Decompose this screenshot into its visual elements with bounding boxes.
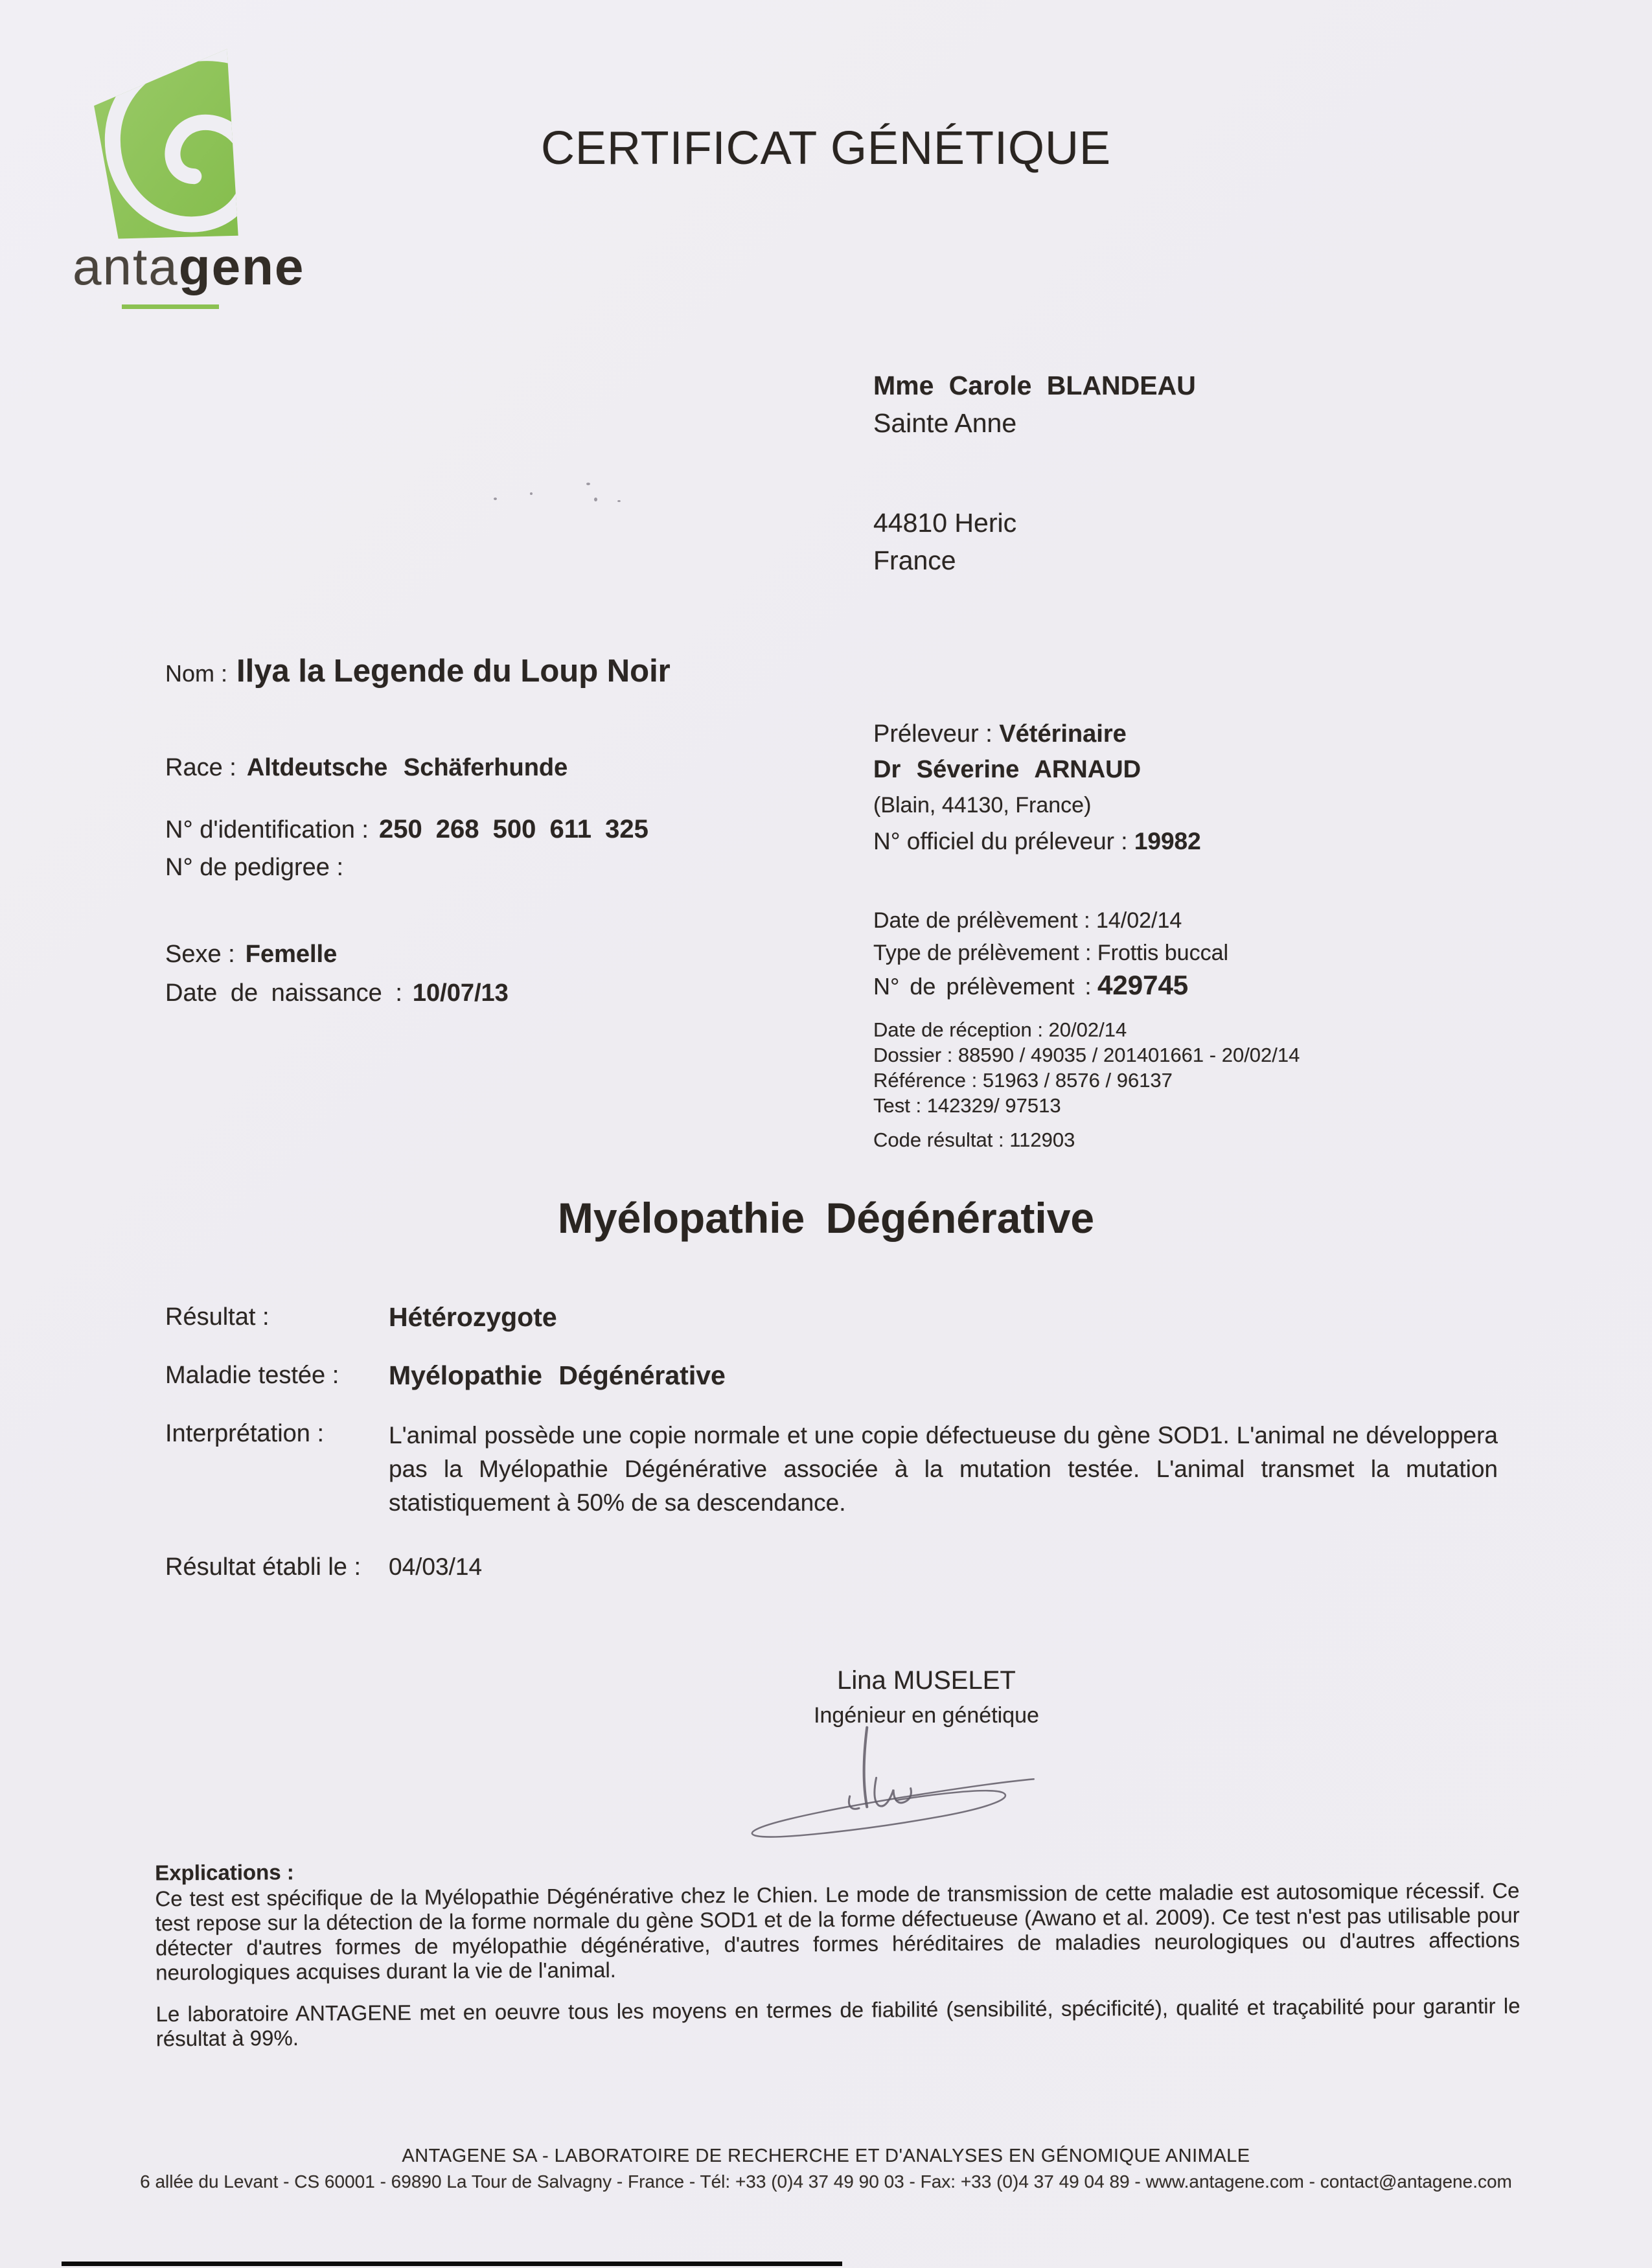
interpretation-label: Interprétation :	[165, 1420, 325, 1447]
logo-underline	[122, 304, 219, 309]
race-label: Race :	[165, 754, 236, 781]
explications-paragraph-2: Le laboratoire ANTAGENE met en oeuvre tous les moyens en termes de fiabilité (sensibilité, spécificité), qualité et traçabilité pour garantir le résultat à 99%.	[155, 1993, 1520, 2051]
dossier-line: Dossier : 88590 / 49035 / 201401661 - 20/02/14	[873, 1044, 1300, 1066]
scan-edge-artifact	[62, 2262, 842, 2266]
explications-heading: Explications :	[155, 1860, 294, 1885]
pedigree-label: N° de pedigree :	[165, 854, 344, 881]
nom-label: Nom :	[165, 660, 228, 687]
identification-value: 250 268 500 611 325	[378, 815, 648, 843]
sexe-value: Femelle	[245, 941, 338, 968]
recipient-name: Mme Carole BLANDEAU	[873, 371, 1196, 400]
signatory-name: Lina MUSELET	[837, 1666, 1016, 1695]
naissance-label: Date de naissance :	[165, 979, 402, 1007]
recipient-postal-city: 44810 Heric	[873, 508, 1017, 538]
maladie-value: Myélopathie Dégénérative	[389, 1360, 726, 1390]
race-row	[165, 754, 568, 782]
race-value: Altdeutsche Schäferhunde	[246, 754, 568, 781]
prelevement-num-label: N° de prélèvement :	[873, 973, 1092, 1000]
preleveur-row	[873, 716, 1201, 752]
scan-speckle	[617, 500, 621, 502]
reception-line: Date de réception : 20/02/14	[873, 1018, 1127, 1041]
wordmark-gene: gene	[178, 238, 305, 295]
test-line: Test : 142329/ 97513	[873, 1094, 1061, 1117]
preleveur-officiel-value: 19982	[1134, 828, 1201, 854]
prelevement-date: Date de prélèvement : 14/02/14	[873, 908, 1182, 933]
preleveur-block	[873, 716, 1201, 859]
identification-row	[165, 815, 648, 844]
reference-line: Référence : 51963 / 8576 / 96137	[873, 1069, 1173, 1092]
recipient-line2: Sainte Anne	[873, 408, 1017, 438]
preleveur-name: Dr Séverine ARNAUD	[873, 756, 1141, 783]
pedigree-row	[165, 854, 343, 882]
code-resultat-line: Code résultat : 112903	[873, 1128, 1075, 1151]
dossier-block	[873, 1017, 1300, 1152]
recipient-country: France	[873, 545, 956, 575]
naissance-row	[165, 979, 509, 1007]
resultat-row	[165, 1303, 1503, 1331]
footer-lab-name: ANTAGENE SA - LABORATOIRE DE RECHERCHE ET D'ANALYSES EN GÉNOMIQUE ANIMALE	[402, 2146, 1250, 2166]
resultat-label: Résultat :	[165, 1303, 270, 1331]
prelevement-block	[873, 904, 1228, 1003]
animal-name-row	[165, 653, 671, 689]
maladie-row	[165, 1362, 1503, 1390]
prelevement-num-row	[873, 969, 1228, 1003]
recipient-address	[873, 367, 1196, 579]
prelevement-type: Type de prélèvement : Frottis buccal	[873, 941, 1229, 965]
antagene-wordmark	[73, 238, 305, 295]
preleveur-officiel-label: N° officiel du préleveur :	[873, 828, 1128, 854]
prelevement-num-value: 429745	[1097, 970, 1189, 1000]
sexe-row	[165, 941, 337, 968]
disease-title: Myélopathie Dégénérative	[557, 1194, 1095, 1242]
scan-speckle	[586, 483, 590, 485]
signature-image	[737, 1722, 1042, 1848]
document-title: CERTIFICAT GÉNÉTIQUE	[540, 122, 1112, 174]
wordmark-anta: anta	[73, 238, 179, 295]
etabli-date: 04/03/14	[389, 1553, 483, 1580]
maladie-label: Maladie testée :	[165, 1362, 339, 1389]
signatory-role: Ingénieur en génétique	[814, 1703, 1039, 1728]
preleveur-location: (Blain, 44130, France)	[873, 793, 1092, 818]
antagene-logo	[73, 41, 305, 309]
naissance-value: 10/07/13	[412, 979, 509, 1007]
preleveur-label: Préleveur :	[873, 720, 992, 748]
interpretation-text: L'animal possède une copie normale et une copie défectueuse du gène SOD1. L'animal ne développera pas la Myélopathie Dégénérative associée à la mutation testée. L'animal transmet la mutation statistiquement à 50% de sa descendance.	[389, 1422, 1498, 1516]
animal-name: Ilya la Legende du Loup Noir	[236, 654, 671, 689]
signatory-block	[745, 1666, 1108, 1728]
scan-speckle	[530, 492, 533, 495]
scan-speckle	[494, 498, 497, 500]
scan-speckle	[594, 498, 597, 501]
explications-paragraph-1: Ce test est spécifique de la Myélopathie Dégénérative chez le Chien. Le mode de transmission de cette maladie est autosomique récessif. Ce test repose sur la détection de la forme normale du gène SOD1 et de la forme défectueuse (Awano et al. 2009). Ce test n'est pas utilisable pour détecter d'autres formes de myélopathie dégénérative, d'autres formes héréditaires de maladies neurologiques ou d'autres affections neurologiques acquises durant la vie de l'animal.	[155, 1878, 1520, 1985]
explications-block	[155, 1853, 1520, 2052]
interpretation-row	[165, 1420, 1503, 1516]
resultat-value: Hétérozygote	[389, 1302, 557, 1332]
identification-label: N° d'identification :	[165, 816, 369, 843]
footer-contact-line: 6 allée du Levant - CS 60001 - 69890 La Tour de Salvagny - France - Tél: +33 (0)4 37 49 90 03 - Fax: +33 (0)4 37 49 04 89 - www.antagene.com - contact@antagene.com	[140, 2171, 1512, 2192]
sexe-label: Sexe :	[165, 941, 235, 968]
etabli-label: Résultat établi le :	[165, 1553, 361, 1581]
preleveur-type: Vétérinaire	[999, 720, 1127, 748]
etabli-row	[165, 1553, 1503, 1581]
preleveur-officiel-row	[873, 823, 1201, 859]
